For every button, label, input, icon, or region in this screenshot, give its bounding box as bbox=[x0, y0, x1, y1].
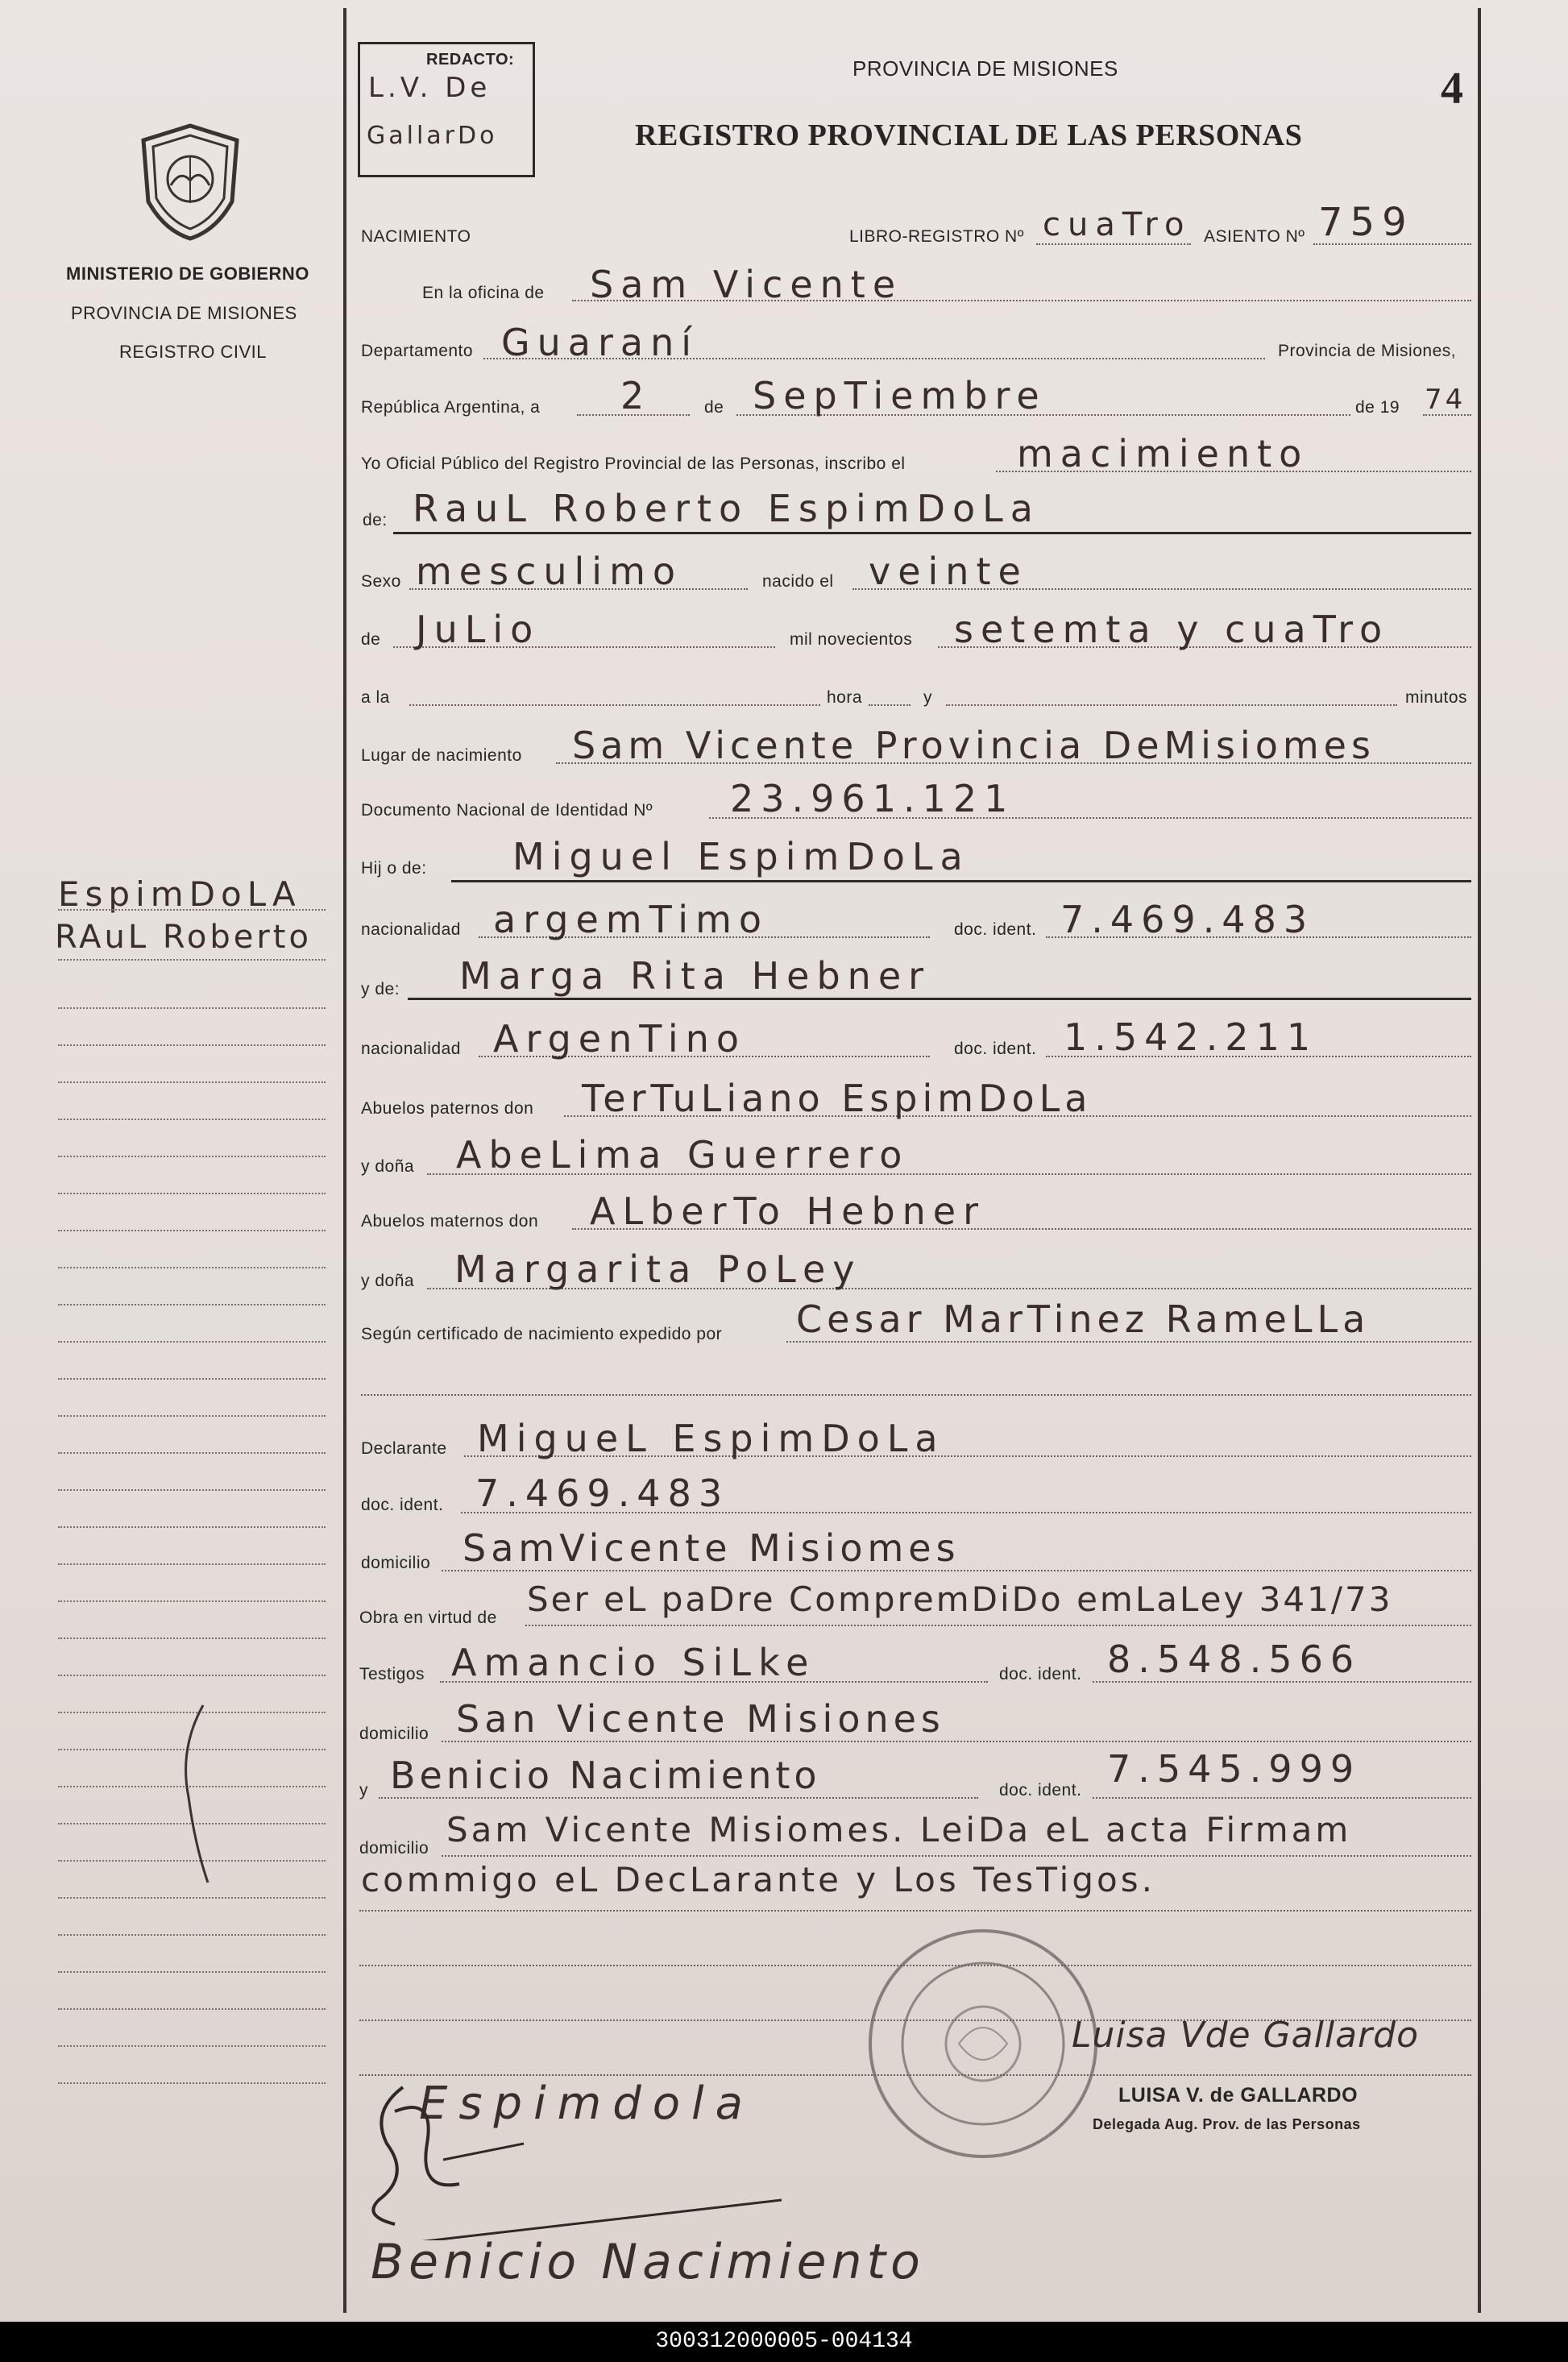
official-name: LUISA V. de GALLARDO bbox=[1118, 2084, 1359, 2107]
official-title: Delegada Aug. Prov. de las Personas bbox=[1093, 2116, 1361, 2132]
cert-value: Cesar MarTinez RameLLa bbox=[796, 1297, 1371, 1341]
redacto-value-line2: GallarDo bbox=[367, 122, 498, 150]
obra-label: Obra en virtud de bbox=[359, 1609, 497, 1627]
hora-line bbox=[869, 704, 911, 706]
day-value: 2 bbox=[620, 374, 652, 417]
header-province: PROVINCIA DE MISIONES bbox=[852, 56, 1118, 81]
domicilio1-line bbox=[442, 1570, 1471, 1571]
minutos-label: minutos bbox=[1405, 688, 1468, 707]
a-la-label: a la bbox=[361, 688, 390, 707]
mother-line bbox=[408, 998, 1471, 1000]
page-number: 4 bbox=[1441, 64, 1464, 114]
margin-given-names: RAuL Roberto bbox=[55, 919, 312, 956]
father-line bbox=[451, 880, 1471, 882]
birth-month-value: JuLio bbox=[416, 608, 541, 651]
domicilio3-value: Sam Vicente Misiomes. LeiDa eL acta Firmam bbox=[446, 1810, 1352, 1849]
abm-label: Abuelos maternos don bbox=[361, 1212, 539, 1231]
decl-doc-value: 7.469.483 bbox=[475, 1472, 730, 1515]
nac1-value: argemTimo bbox=[493, 898, 769, 941]
doc2-label: doc. ident. bbox=[954, 1040, 1037, 1058]
sexo-label: Sexo bbox=[361, 572, 401, 591]
nacido-label: nacido el bbox=[762, 572, 834, 591]
year-value: 74 bbox=[1425, 384, 1466, 416]
dni-value: 23.961.121 bbox=[730, 777, 1015, 820]
a-la-line bbox=[409, 704, 820, 706]
t2-doc-value: 7.545.999 bbox=[1107, 1747, 1362, 1791]
nac2-value: ArgenTino bbox=[493, 1017, 746, 1061]
abp-label: Abuelos paternos don bbox=[361, 1099, 534, 1118]
month-value: SepTiembre bbox=[753, 374, 1047, 417]
de-name-label: de: bbox=[363, 511, 388, 529]
declarante-label: Declarante bbox=[361, 1439, 447, 1458]
domicilio1-label: domicilio bbox=[361, 1554, 431, 1572]
testigo1-value: Amancio SiLke bbox=[451, 1641, 816, 1684]
domicilio3-line bbox=[442, 1855, 1471, 1857]
signature-declarante: Espimdola bbox=[419, 2078, 754, 2130]
signature-witness2: Benicio Nacimiento bbox=[371, 2234, 925, 2290]
closing-value: commigo eL DecLarante y Los TesTigos. bbox=[361, 1860, 1155, 1899]
minutos-line bbox=[946, 704, 1397, 706]
y2-label: y bbox=[359, 1781, 368, 1800]
header-title: REGISTRO PROVINCIAL DE LAS PERSONAS bbox=[635, 118, 1303, 152]
archive-id-footer: 300312000005-004134 bbox=[0, 2322, 1568, 2362]
margin-surname: EspimDoLA bbox=[58, 874, 301, 914]
t1-doc-label: doc. ident. bbox=[999, 1665, 1082, 1683]
abp-value: TerTuLiano EspimDoLa bbox=[582, 1077, 1093, 1120]
nacido-value: veinte bbox=[869, 550, 1028, 593]
obra-line bbox=[525, 1625, 1471, 1626]
lugar-label: Lugar de nacimiento bbox=[361, 746, 522, 765]
oficina-value: Sam Vicente bbox=[590, 263, 903, 306]
asiento-value: 759 bbox=[1318, 200, 1414, 245]
declarante-value: MigueL EspimDoLa bbox=[477, 1417, 945, 1460]
domicilio2-line bbox=[442, 1741, 1471, 1742]
doc1-label: doc. ident. bbox=[954, 920, 1037, 939]
cert-line bbox=[786, 1341, 1471, 1343]
mil-value: setemta y cuaTro bbox=[954, 608, 1390, 651]
libro-line bbox=[1036, 243, 1191, 245]
redacto-value-line1: L.V. De bbox=[368, 72, 492, 104]
dona2-label: y doña bbox=[361, 1272, 415, 1290]
y-label: y bbox=[923, 688, 932, 707]
domicilio2-label: domicilio bbox=[359, 1725, 429, 1743]
official-scrawl: Luisa Vde Gallardo bbox=[1072, 2015, 1419, 2056]
departamento-label: Departamento bbox=[361, 342, 474, 360]
libro-label: LIBRO-REGISTRO Nº bbox=[849, 227, 1024, 246]
t1-doc-value: 8.548.566 bbox=[1107, 1638, 1362, 1681]
redacto-label: REDACTO: bbox=[426, 51, 515, 68]
oficial-label: Yo Oficial Público del Registro Provincial de las Personas, inscribo el bbox=[361, 455, 906, 473]
cert-label: Según certificado de nacimiento expedido por bbox=[361, 1325, 723, 1343]
departamento-value: Guaraní bbox=[501, 321, 699, 364]
libro-value: cuaTro bbox=[1043, 206, 1192, 243]
testigo2-line bbox=[379, 1797, 978, 1799]
redacto-box bbox=[358, 42, 535, 177]
t2-doc-line bbox=[1093, 1797, 1471, 1799]
province-emblem bbox=[135, 121, 245, 242]
de-label: de bbox=[704, 398, 724, 417]
domicilio1-value: SamVicente Misiomes bbox=[463, 1526, 960, 1570]
margin-brace-mark bbox=[171, 1700, 227, 1886]
dona1-label: y doña bbox=[361, 1157, 415, 1176]
t2-doc-label: doc. ident. bbox=[999, 1781, 1082, 1800]
testigos-label: Testigos bbox=[359, 1665, 425, 1683]
yde-label: y de: bbox=[361, 980, 400, 998]
lugar-value: Sam Vicente Provincia DeMisiomes bbox=[572, 724, 1375, 767]
sidebar-registry: REGISTRO CIVIL bbox=[119, 342, 268, 362]
oficial-value: macimiento bbox=[1017, 432, 1309, 475]
cert-extra-line bbox=[361, 1394, 1471, 1396]
sidebar-province: PROVINCIA DE MISIONES bbox=[71, 303, 297, 323]
hijo-label: Hij o de: bbox=[361, 859, 427, 878]
asiento-label: ASIENTO Nº bbox=[1204, 227, 1305, 246]
father-value: Miguel EspimDoLa bbox=[512, 835, 970, 878]
mother-value: Marga Rita Hebner bbox=[459, 954, 931, 998]
child-name-value: RauL Roberto EspimDoLa bbox=[413, 487, 1040, 530]
dona2-value: Margarita PoLey bbox=[454, 1247, 862, 1291]
hora-label: hora bbox=[827, 688, 863, 707]
dni-label: Documento Nacional de Identidad Nº bbox=[361, 801, 653, 820]
sexo-value: mesculimo bbox=[416, 550, 683, 593]
name-line bbox=[393, 532, 1471, 534]
record-type-label: NACIMIENTO bbox=[361, 227, 471, 246]
dona1-value: AbeLima Guerrero bbox=[456, 1133, 910, 1177]
nac2-label: nacionalidad bbox=[361, 1040, 461, 1058]
left-margin-rule bbox=[343, 8, 346, 2313]
right-margin-rule bbox=[1478, 8, 1481, 2313]
testigo2-value: Benicio Nacimiento bbox=[390, 1754, 821, 1797]
doc1-value: 7.469.483 bbox=[1060, 898, 1315, 941]
provincia-suffix: Provincia de Misiones, bbox=[1278, 342, 1457, 360]
nac1-label: nacionalidad bbox=[361, 920, 461, 939]
signature-witness1-scribble bbox=[346, 2063, 798, 2240]
mil-label: mil novecientos bbox=[790, 630, 913, 649]
t1-doc-line bbox=[1093, 1681, 1471, 1683]
closing-line bbox=[359, 1910, 1471, 1912]
de-month-label: de bbox=[361, 630, 381, 649]
oficina-label: En la oficina de bbox=[422, 284, 545, 302]
official-stamp bbox=[862, 1923, 1104, 2165]
decl-doc-label: doc. ident. bbox=[361, 1496, 444, 1514]
republica-label: República Argentina, a bbox=[361, 398, 541, 417]
sidebar-ministry: MINISTERIO DE GOBIERNO bbox=[66, 264, 309, 284]
domicilio2-value: San Vicente Misiones bbox=[456, 1697, 945, 1741]
year-label: de 19 bbox=[1355, 398, 1400, 417]
domicilio3-label: domicilio bbox=[359, 1839, 429, 1858]
doc2-value: 1.542.211 bbox=[1064, 1015, 1318, 1059]
obra-value: Ser eL paDre CompremDiDo emLaLey 341/73 bbox=[527, 1580, 1393, 1619]
abm-value: ALberTo Hebner bbox=[590, 1189, 986, 1233]
